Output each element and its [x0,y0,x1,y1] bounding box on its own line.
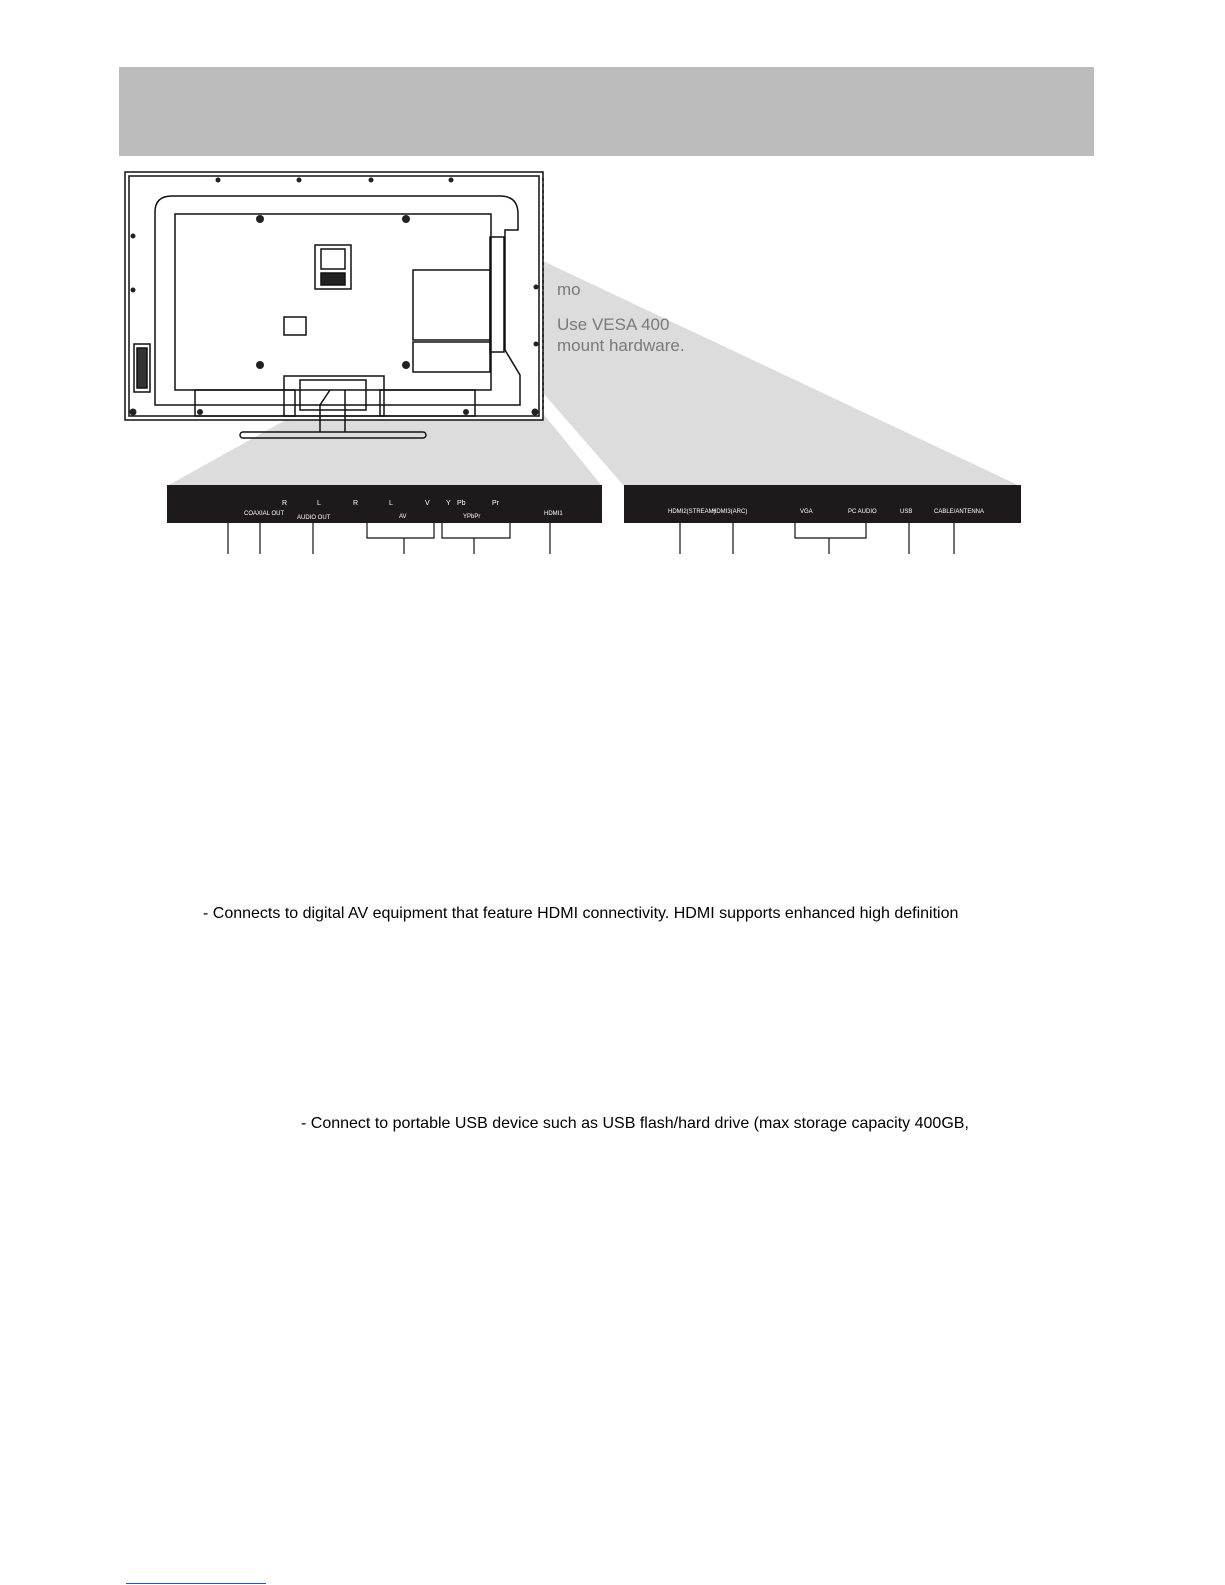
audio-out-label: AUDIO OUT [297,515,331,521]
tv-body [125,172,543,438]
hdmi-description: - Connects to digital AV equipment that feature HDMI connectivity. HDMI supports enhanced high definition [203,905,959,922]
av-v-label: V [425,500,430,507]
hdmi3-label: HDMI3(ARC) [712,509,748,515]
av-l-label: L [389,500,393,507]
rear-panel-right [624,485,1021,523]
hdmi1-label: HDMI1 [544,511,563,517]
cable-antenna-label: CABLE/ANTENNA [934,509,985,515]
pb-label: Pb [457,500,466,507]
av-r-label: R [353,500,359,507]
pointer-lines [228,523,954,554]
ypbpr-label: YPbPr [463,514,481,520]
coaxial-out-label: COAXIAL OUT [244,511,285,517]
vesa-note-line2: Use VESA 400 [557,315,670,334]
vesa-note-line3: mount hardware. [557,336,685,355]
vesa-note-line1: mo [557,280,581,299]
usb-label: USB [900,509,913,515]
usb-description: - Connect to portable USB device such as USB flash/hard drive (max storage capacity 400GB, [301,1115,969,1132]
pr-label: Pr [492,500,499,507]
hdmi2-label: HDMI2(STREAM) [668,509,716,515]
y-label: Y [446,500,451,507]
audio-out-r-label: R [282,500,288,507]
vga-label: VGA [800,509,813,515]
audio-out-l-label: L [317,500,321,507]
vesa-mount-note [557,279,685,356]
rear-panel-left [167,485,602,523]
av-label: AV [399,514,407,520]
footer-link-underline [126,1583,266,1584]
pc-audio-label: PC AUDIO [848,509,877,515]
